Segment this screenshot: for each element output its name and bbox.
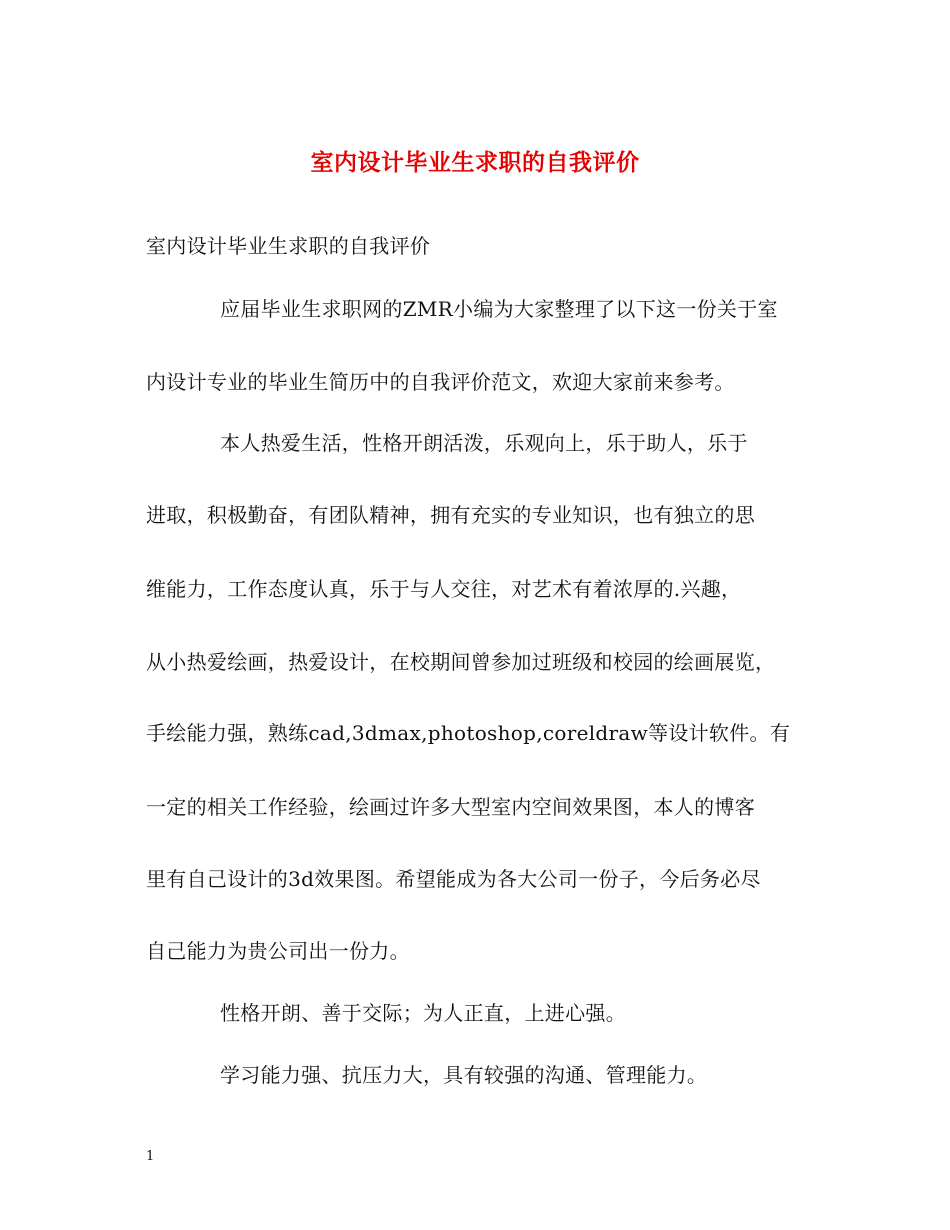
body-line: 性格开朗、善于交际；为人正直，上进心强。	[220, 1001, 626, 1025]
body-line: 里有自己设计的3d效果图。希望能成为各大公司一份子，今后务必尽	[146, 867, 761, 891]
body-line: 本人热爱生活，性格开朗活泼，乐观向上，乐于助人，乐于	[220, 431, 748, 455]
body-line: 学习能力强、抗压力大，具有较强的沟通、管理能力。	[220, 1063, 708, 1087]
body-line: 进取，积极勤奋，有团队精神，拥有充实的专业知识，也有独立的思	[146, 503, 755, 527]
body-line: 内设计专业的毕业生简历中的自我评价范文，欢迎大家前来参考。	[146, 370, 735, 394]
page-number: 1	[146, 1149, 155, 1164]
body-line: 维能力，工作态度认真，乐于与人交往，对艺术有着浓厚的.兴趣，	[146, 577, 742, 601]
subtitle-line: 室内设计毕业生求职的自我评价	[146, 234, 431, 258]
body-line: 自己能力为贵公司出一份力。	[146, 939, 410, 963]
body-line: 应届毕业生求职网的ZMR小编为大家整理了以下这一份关于室	[220, 297, 778, 321]
body-line: 一定的相关工作经验，绘画过许多大型室内空间效果图，本人的博客	[146, 795, 755, 819]
body-line: 手绘能力强，熟练cad,3dmax,photoshop,coreldraw等设计软件。有	[146, 721, 791, 745]
document-title: 室内设计毕业生求职的自我评价	[310, 149, 640, 176]
body-line: 从小热爱绘画，热爱设计，在校期间曾参加过班级和校园的绘画展览，	[146, 650, 776, 674]
